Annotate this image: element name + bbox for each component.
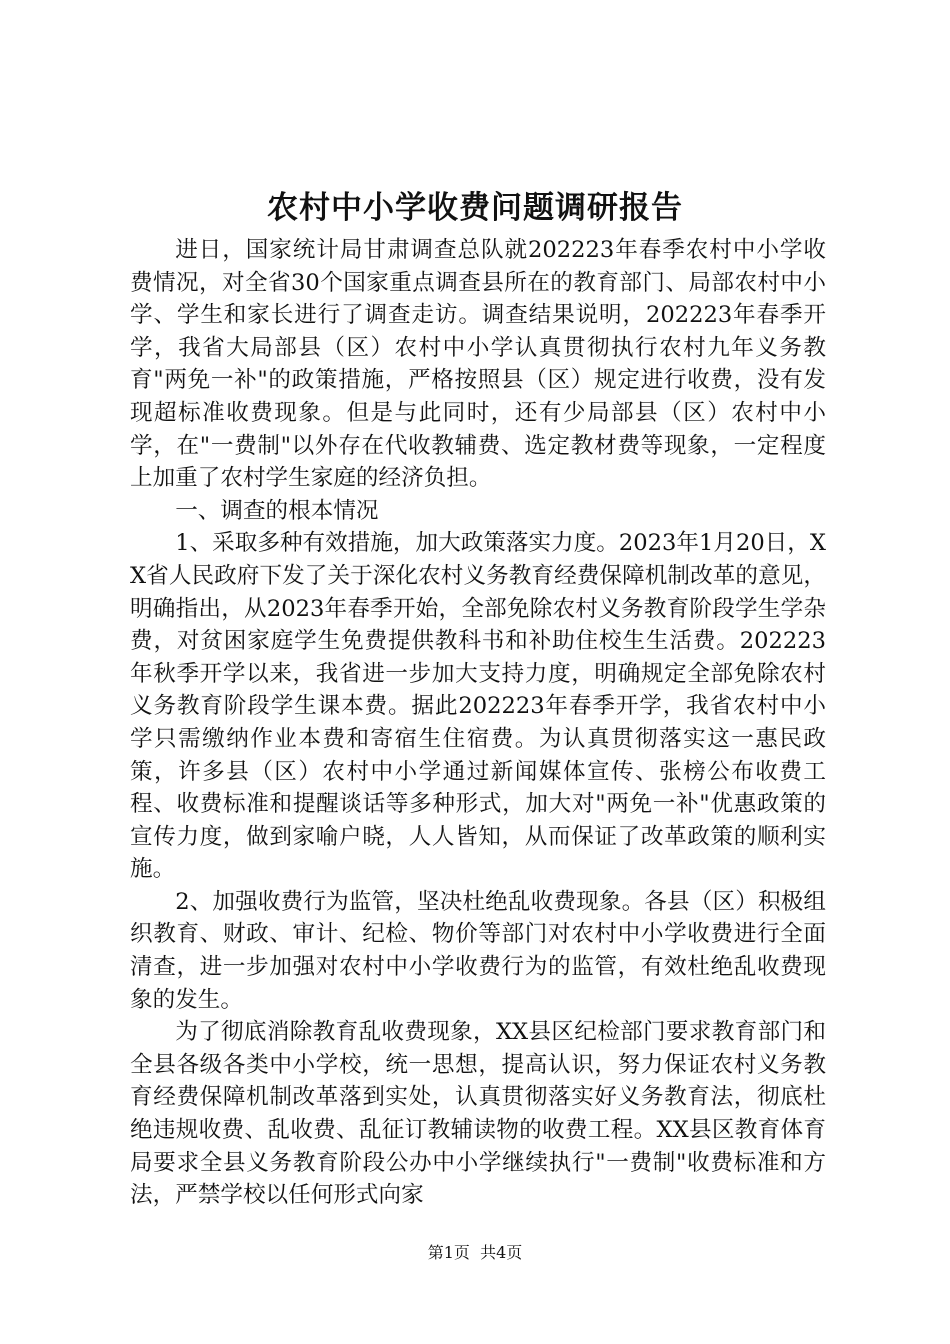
paragraph-intro: 进日，国家统计局甘肃调查总队就202223年春季农村中小学收费情况，对全省30个国家重点调查县所在的教育部门、局部农村中小学、学生和家长进行了调查走访。调查结果说明，202223年春季开学，我省大局部县（区）农村中小学认真贯彻执行农村九年义务教育"两免一补"的政策措施，严格按照县（区）规定进行收费，没有发现超标准收费现象。但是与此同时，还有少局部县（区）农村中小学，在"一费制"以外存在代收教辅费、选定教材费等现象，一定程度上加重了农村学生家庭的经济负担。 (130, 237, 826, 492)
paragraph-supervision: 2、加强收费行为监管，坚决杜绝乱收费现象。各县（区）积极组织教育、财政、审计、纪检、物价等部门对农村中小学收费进行全面清查，进一步加强对农村中小学收费行为的监管，有效杜绝乱收费现象的发生。 (130, 888, 826, 1013)
document-body (130, 234, 826, 1212)
document-title: 农村中小学收费问题调研报告 (267, 190, 683, 226)
page-footer (0, 1241, 950, 1265)
paragraph-measures: 1、采取多种有效措施，加大政策落实力度。2023年1月20日，XX省人民政府下发了关于深化农村义务教育经费保障机制改革的意见，明确指出，从2023年春季开始，全部免除农村义务教育阶段学生学杂费，对贫困家庭学生免费提供教科书和补助住校生生活费。202223年秋季开学以来，我省进一步加大支持力度，明确规定全部免除农村义务教育阶段学生课本费。据此202223年春季开学，我省农村中小学只需缴纳作业本费和寄宿生住宿费。为认真贯彻落实这一惠民政策，许多县（区）农村中小学通过新闻媒体宣传、张榜公布收费工程、收费标准和提醒谈话等多种形式，加大对"两免一补"优惠政策的宣传力度，做到家喻户晓，人人皆知，从而保证了改革政策的顺利实施。 (130, 530, 826, 883)
paragraph-discipline: 为了彻底消除教育乱收费现象，XX县区纪检部门要求教育部门和全县各级各类中小学校，统一思想，提高认识，努力保证农村义务教育经费保障机制改革落到实处，认真贯彻落实好义务教育法，彻底杜绝违规收费、乱收费、乱征订教辅读物的收费工程。XX县区教育体育局要求全县义务教育阶段公办中小学继续执行"一费制"收费标准和方法，严禁学校以任何形式向家 (130, 1019, 826, 1209)
section-heading: 一、调查的根本情况 (175, 497, 379, 524)
page-number: 第1页 共4页 (427, 1243, 523, 1262)
